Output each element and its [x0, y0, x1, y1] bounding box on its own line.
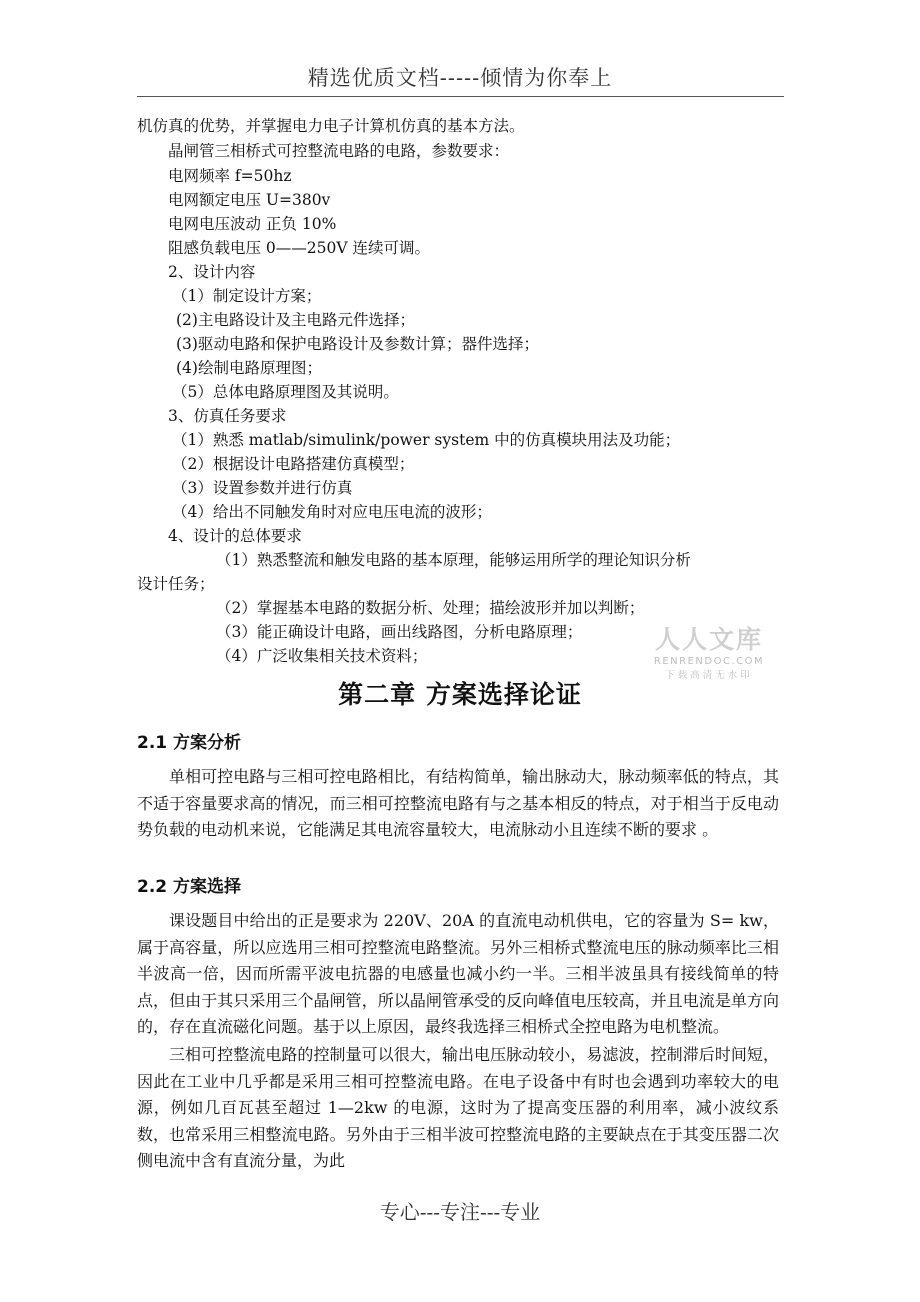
simulation-heading: 3、仿真任务要求 — [168, 407, 287, 425]
overall-item: （2）掌握基本电路的数据分析、处理；描绘波形并加以判断； — [216, 599, 645, 617]
design-content-item: (3)驱动电路和保护电路设计及参数计算；器件选择； — [176, 335, 539, 353]
design-content-item: （5）总体电路原理图及其说明。 — [172, 383, 399, 401]
section-2-2-paragraph-2: 三相可控整流电路的控制量可以很大，输出电压脉动较小，易滤波，控制滞后时间短，因此在工业中几乎都是采用三相可控整流电路。在电子设备中有时也会遇到功率较大的电源，例如几百瓦甚至超过 1—2kw 的电源，这时为了提高变压器的利用率，减小波纹系数，也常采用三相整流电路。另外由于三相半波可控整流电路的主要缺点在于其变压器二次侧电流中含有直流分量，为此 — [137, 1045, 779, 1170]
watermark-url: RENRENDOC.COM — [653, 656, 765, 667]
section-2-1-title: 2.1 方案分析 — [137, 733, 242, 753]
watermark-sub: 下载高清无水印 — [665, 670, 753, 681]
intro-continuation: 机仿真的优势，并掌握电力电子计算机仿真的基本方法。 — [137, 117, 525, 135]
simulation-item: （2）根据设计电路搭建仿真模型； — [172, 455, 415, 473]
section-2-2-title: 2.2 方案选择 — [137, 877, 242, 897]
design-content-item: (2)主电路设计及主电路元件选择； — [176, 311, 415, 329]
simulation-item: （4）给出不同触发角时对应电压电流的波形； — [172, 503, 492, 521]
chapter-title: 第二章 方案选择论证 — [338, 680, 582, 709]
design-content-heading: 2、设计内容 — [168, 263, 256, 281]
simulation-item: （1）熟悉 matlab/simulink/power system 中的仿真模块用法及功能； — [172, 431, 681, 449]
watermark-main: 人人文库 — [654, 625, 763, 654]
param-rated-voltage: 电网额定电压 U=380v — [168, 191, 331, 209]
page-footer: 专心---专注---专业 — [379, 1200, 541, 1224]
overall-item: （3）能正确设计电路，画出线路图，分析电路原理； — [216, 623, 583, 641]
overall-item: （4）广泛收集相关技术资料； — [216, 647, 428, 665]
param-frequency: 电网频率 f=50hz — [168, 167, 292, 185]
header-divider — [137, 96, 784, 97]
page-header: 精选优质文档-----倾情为你奉上 — [307, 66, 613, 90]
param-load-voltage: 阻感负载电压 0——250V 连续可调。 — [168, 239, 430, 257]
section-2-2-paragraph-1: 课设题目中给出的正是要求为 220V、20A 的直流电动机供电，它的容量为 S= kw，属于高容量，所以应选用三相可控整流电路整流。另外三相桥式整流电压的脉动频率比三相半波高一倍，因而所需平波电抗器的电感量也减小约一半。三相半波虽具有接线简单的特点，但由于其只采用三个晶闸管，所以晶闸管承受的反向峰值电压较高，并且电流是单方向的，存在直流磁化问题。基于以上原因，最终我选择三相桥式全控电路为电机整流。 — [137, 911, 779, 1036]
param-voltage-fluctuation: 电网电压波动 正负 10% — [168, 215, 337, 233]
section-2-1-paragraph: 单相可控电路与三相可控电路相比，有结构简单，输出脉动大，脉动频率低的特点，其不适于容量要求高的情况，而三相可控整流电路有与之基本相反的特点，对于相当于反电动势负载的电动机来说，它能满足其电流容量较大，电流脉动小且连续不断的要求 。 — [137, 767, 779, 839]
simulation-item: （3）设置参数并进行仿真 — [172, 479, 353, 497]
overall-item-1: （1）熟悉整流和触发电路的基本原理，能够运用所学的理论知识分析 — [216, 551, 691, 569]
watermark-logo — [644, 620, 774, 681]
circuit-description: 晶闸管三相桥式可控整流电路的电路，参数要求： — [168, 142, 510, 160]
overall-heading: 4、设计的总体要求 — [168, 527, 302, 545]
design-content-item: （1）制定设计方案； — [172, 287, 322, 305]
design-content-item: (4)绘制电路原理图； — [176, 359, 322, 377]
overall-item-1-continuation: 设计任务； — [137, 575, 215, 593]
